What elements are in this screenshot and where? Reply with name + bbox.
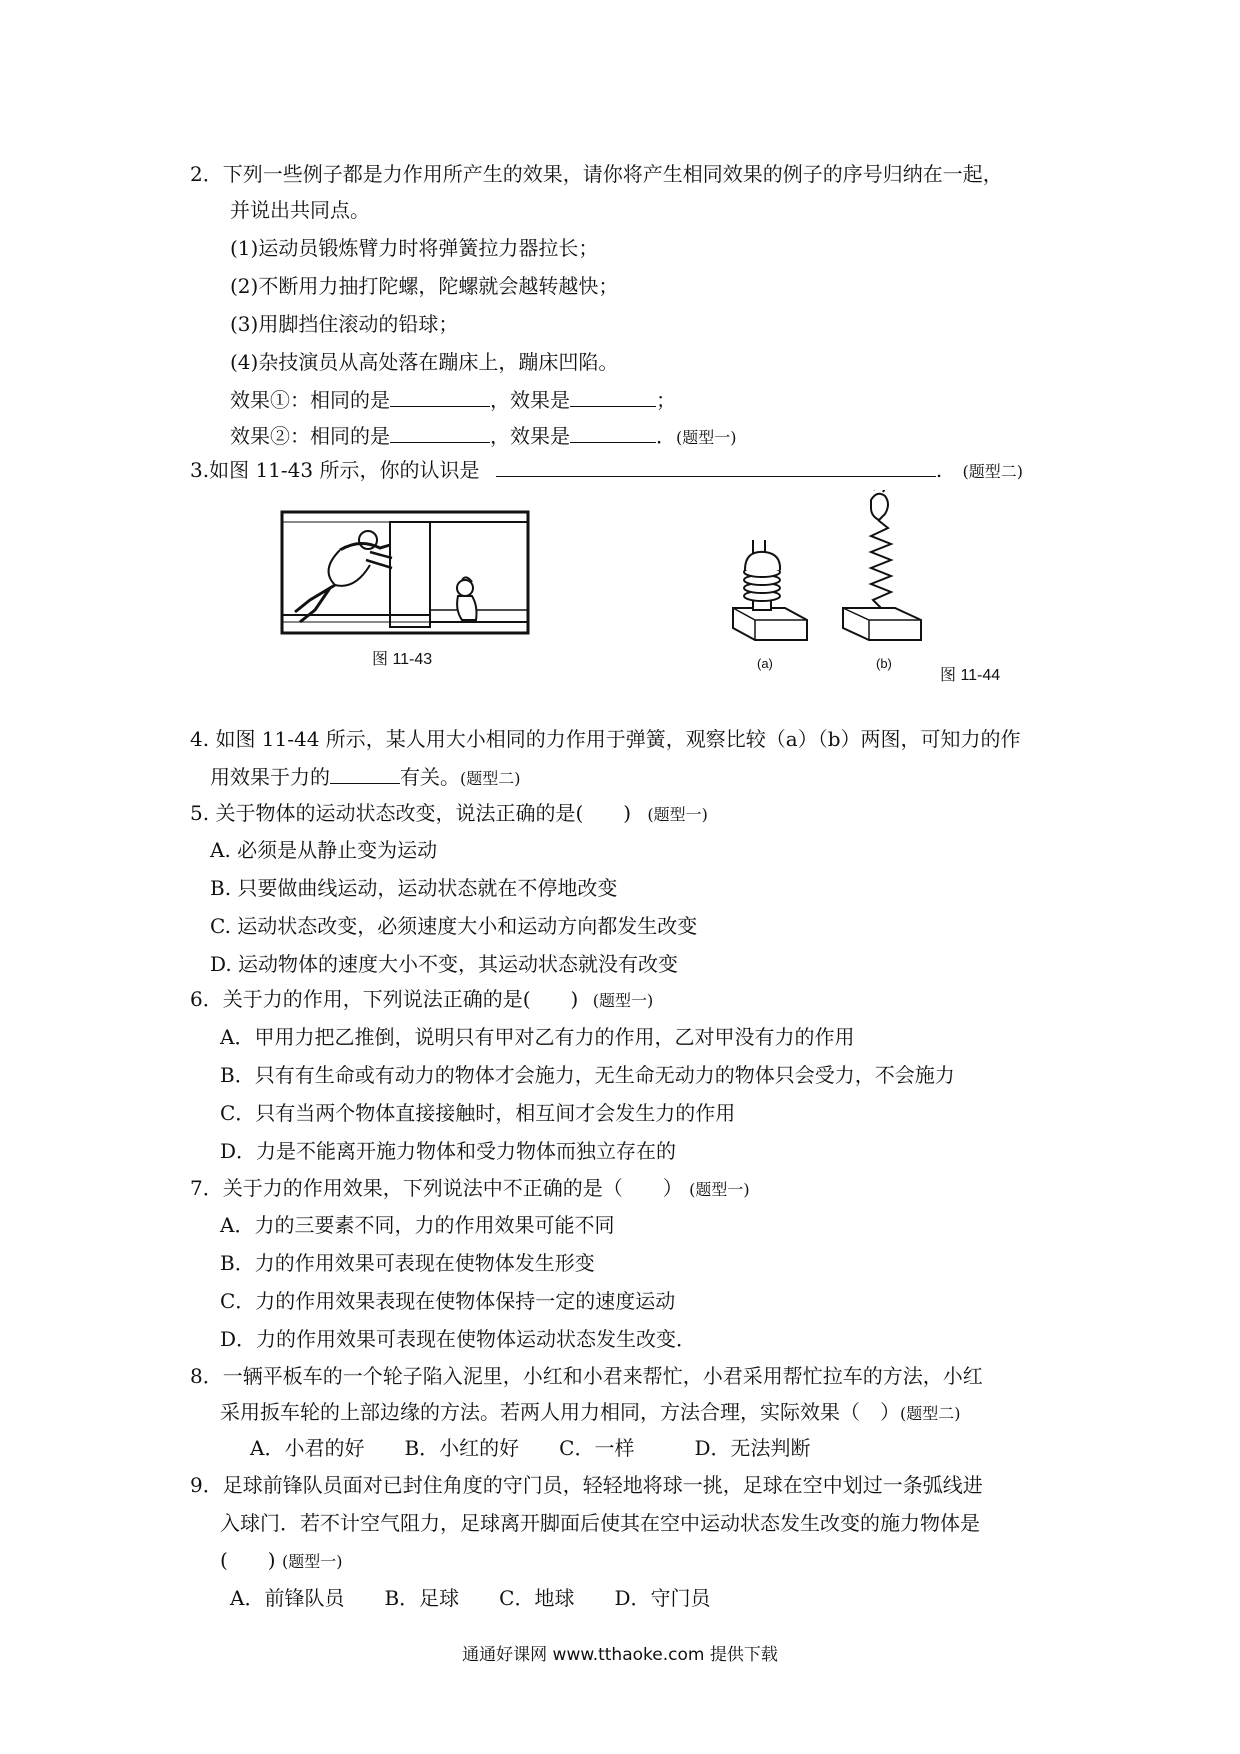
q5-option-b[interactable]: B. 只要做曲线运动，运动状态就在不停地改变 [210,876,618,900]
figure-11-44a-label: (a) [757,656,773,671]
q7-option-d[interactable]: D．力的作用效果可表现在使物体运动状态发生改变． [220,1327,697,1351]
q2-effect2-end: ． [656,424,676,448]
q2-effect1-label: 效果①：相同的是 [230,388,390,412]
q7-option-a[interactable]: A．力的三要素不同，力的作用效果可能不同 [220,1213,615,1237]
q8-options[interactable]: A．小君的好 B．小红的好 C．一样 D．无法判断 [250,1436,811,1460]
q9-tag: (题型一) [281,1552,343,1571]
q2-item-4: (4)杂技演员从高处落在蹦床上，蹦床凹陷。 [230,350,619,374]
q7-stem-text: 7．关于力的作用效果，下列说法中不正确的是（ ） [190,1176,683,1200]
figure-11-43 [280,510,530,635]
q4-tag: (题型二) [460,769,521,788]
q6-option-c[interactable]: C．只有当两个物体直接接触时，相互间才会发生力的作用 [220,1101,736,1125]
q2-effect2-label: 效果②：相同的是 [230,424,390,448]
figure-11-44-caption: 图 11-44 [940,667,1001,684]
q9-paren: ( ) [220,1548,276,1572]
q3-tag: (题型二) [962,462,1024,481]
q7-option-c[interactable]: C．力的作用效果表现在使物体保持一定的速度运动 [220,1289,676,1313]
q3-text: 3.如图 11-43 所示，你的认识是 [190,458,480,482]
q2-item-1: (1)运动员锻炼臂力时将弹簧拉力器拉长； [230,236,599,260]
q5-stem-text: 5. 关于物体的运动状态改变，说法正确的是( ) [190,801,632,825]
q2-tag: (题型一) [676,428,737,447]
figure-11-44b-label: (b) [876,656,892,671]
q9-stem-line3 [220,1546,342,1576]
figure-11-44b [833,490,933,650]
q8-stem-line2-text: 采用扳车轮的上部边缘的方法。若两人用力相同，方法合理，实际效果（ ） [220,1400,900,1424]
q4-text-b: 有关。 [400,765,460,789]
q7-option-b[interactable]: B．力的作用效果可表现在使物体发生形变 [220,1251,595,1275]
q2-effect2-mid: ，效果是 [490,424,570,448]
q5-stem [190,799,708,829]
q8-tag: (题型二) [900,1404,961,1423]
q2-effect1-end: ； [656,388,676,412]
q2-item-3: (3)用脚挡住滚动的铅球； [230,312,459,336]
q3-stem [190,456,1023,486]
q2-effect1-mid: ，效果是 [490,388,570,412]
figure-11-44a [725,540,815,650]
q8-stem-line2 [220,1398,961,1428]
figure-11-43-caption: 图 11-43 [372,651,433,668]
q7-stem [190,1174,750,1204]
q2-effect1-blank-effect[interactable] [570,386,656,407]
q2-effect1-blank-same[interactable] [390,386,490,407]
q6-tag: (题型一) [592,991,654,1010]
q5-option-c[interactable]: C. 运动状态改变，必须速度大小和运动方向都发生改变 [210,914,698,938]
q3-answer-blank[interactable] [496,456,936,477]
q4-answer-blank[interactable] [330,763,400,784]
q2-effect-2 [230,422,737,452]
q4-stem-line1: 4. 如图 11-44 所示，某人用大小相同的力作用于弹簧，观察比较（a）（b）两图，可知力的作 [190,727,1021,751]
q4-stem-line2 [210,763,521,793]
q2-effect-1 [230,386,676,414]
q6-stem [190,985,653,1015]
q9-stem-line1: 9．足球前锋队员面对已封住角度的守门员，轻轻地将球一挑，足球在空中划过一条弧线进 [190,1473,983,1497]
q2-effect2-blank-same[interactable] [390,422,490,443]
q6-option-b[interactable]: B．只有有生命或有动力的物体才会施力，无生命无动力的物体只会受力，不会施力 [220,1063,955,1087]
q3-end: . [935,458,943,482]
q2-item-2: (2)不断用力抽打陀螺，陀螺就会越转越快； [230,274,619,298]
q2-stem-line2: 并说出共同点。 [230,198,370,222]
q6-stem-text: 6．关于力的作用，下列说法正确的是( ) [190,987,579,1011]
q2-stem-line1: 2．下列一些例子都是力作用所产生的效果，请你将产生相同效果的例子的序号归纳在一起， [190,162,1003,186]
q6-option-d[interactable]: D．力是不能离开施力物体和受力物体而独立存在的 [220,1139,677,1163]
q9-options[interactable]: A．前锋队员 B．足球 C．地球 D．守门员 [230,1586,711,1610]
q8-stem-line1: 8．一辆平板车的一个轮子陷入泥里，小红和小君来帮忙，小君采用帮忙拉车的方法，小红 [190,1364,983,1388]
q9-stem-line2: 入球门．若不计空气阻力，足球离开脚面后使其在空中运动状态发生改变的施力物体是 [220,1511,980,1535]
q5-option-a[interactable]: A. 必须是从静止变为运动 [210,838,438,862]
q2-effect2-blank-effect[interactable] [570,422,656,443]
q5-option-d[interactable]: D. 运动物体的速度大小不变，其运动状态就没有改变 [210,952,679,976]
page-footer: 通通好课网 www.tthaoke.com 提供下载 [462,1645,778,1665]
q7-tag: (题型一) [689,1180,750,1199]
q5-tag: (题型一) [647,805,708,824]
q4-text-a: 用效果于力的 [210,765,330,789]
q6-option-a[interactable]: A．甲用力把乙推倒，说明只有甲对乙有力的作用，乙对甲没有力的作用 [220,1025,855,1049]
